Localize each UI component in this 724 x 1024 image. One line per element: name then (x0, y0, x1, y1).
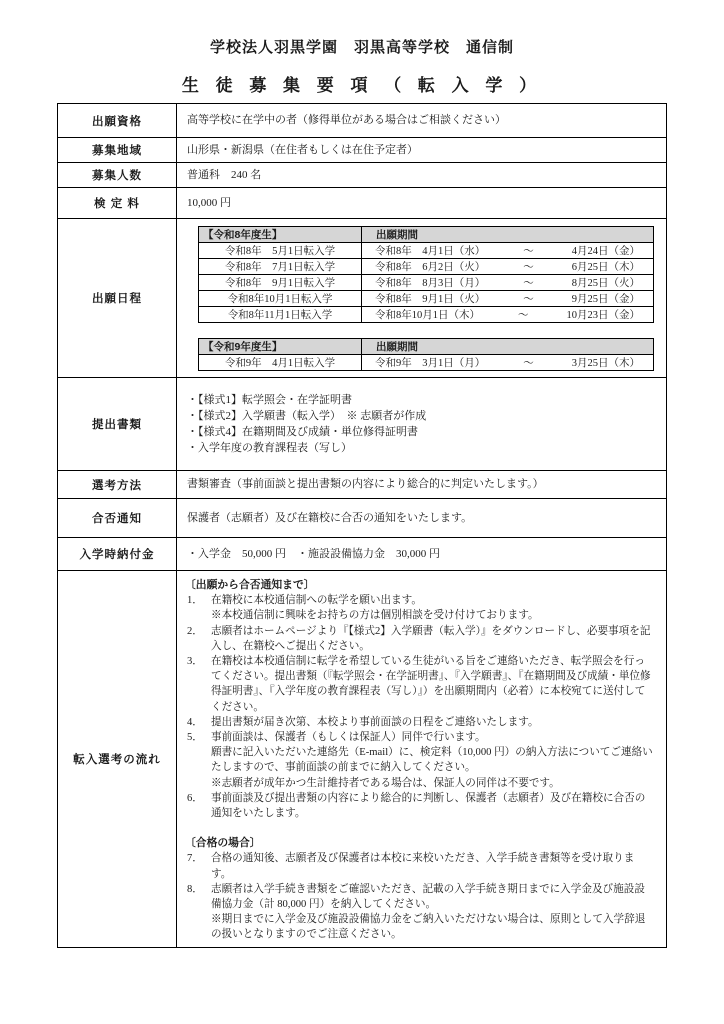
schedule-group-header: 【令和8年度生】 (199, 226, 362, 242)
period-tilde: ～ (523, 277, 534, 289)
qualification-value: 高等学校に在学中の者（修得単位がある場合はご相談ください） (177, 104, 667, 138)
schedule-row (199, 242, 654, 258)
step-text: 提出書類が届き次第、本校より事前面談の日程をご連絡いたします。 (211, 716, 539, 728)
step-text: 事前面談及び提出書類の内容により総合的に判断し、保護者（志願者）及び在籍校に合否の通知をいたします。 (211, 792, 646, 820)
period-end: 6月25日（木） (571, 261, 640, 273)
step-number: 1． (187, 595, 203, 607)
step-note: ※志願者が成年かつ生計維持者である場合は、保証人の同伴は不要です。 (211, 777, 560, 789)
document-item: ・【様式4】在籍期間及び成績・単位修得証明書 (187, 426, 418, 438)
notice-label: 合否通知 (58, 499, 177, 538)
entry-date: 令和8年10月1日転入学 (199, 290, 362, 306)
schedule-row (199, 274, 654, 290)
application-period (362, 307, 653, 322)
period-start: 令和8年 6月2日（火） (375, 261, 486, 273)
row-transfer-flow (58, 571, 667, 948)
schedule-cell (177, 219, 667, 378)
step-number: 7． (187, 853, 203, 865)
document-header (0, 0, 724, 96)
flow-step (185, 851, 654, 881)
flow-step (185, 593, 654, 623)
document-item: ・【様式2】入学願書（転入学） ※ 志願者が作成 (187, 410, 427, 422)
schedule-row (199, 306, 654, 322)
period-start: 令和9年 3月1日（月） (375, 357, 486, 369)
schedule-row (199, 354, 654, 370)
step-number: 4． (187, 716, 203, 728)
application-period (362, 243, 653, 258)
schedule-row (199, 290, 654, 306)
step-number: 5． (187, 732, 203, 744)
row-schedule (58, 219, 667, 378)
schedule-label: 出願日程 (58, 219, 177, 378)
schedule-period-header: 出願期間 (362, 338, 654, 354)
row-fee (58, 188, 667, 219)
schedule-period-header: 出願期間 (362, 226, 654, 242)
schedule-header-row (199, 226, 654, 242)
period-start: 令和8年 9月1日（火） (375, 293, 486, 305)
step-note: ※期日までに入学金及び施設設備協力金をご納入いただけない場合は、原則として入学辞退の扱いとなりますのでご注意ください。 (211, 914, 646, 941)
page-title: 生 徒 募 集 要 項 （ 転 入 学 ） (181, 76, 543, 95)
capacity-value: 普通科 240 名 (177, 163, 667, 188)
schedule-table-r9 (198, 338, 654, 371)
period-end: 3月25日（木） (571, 357, 640, 369)
row-notice (58, 499, 667, 538)
school-name-line: 学校法人羽黒学園 羽黒高等学校 通信制 (209, 39, 514, 56)
guidelines-table (57, 103, 667, 948)
flow-step (185, 715, 654, 730)
entry-date: 令和8年11月1日転入学 (199, 306, 362, 322)
entry-date: 令和8年 5月1日転入学 (199, 242, 362, 258)
flow-step (185, 624, 654, 654)
flow-section-heading: 〔合格の場合〕 (185, 837, 261, 850)
period-end: 10月23日（金） (566, 309, 640, 321)
flow-section-heading: 〔出願から合否通知まで〕 (185, 579, 315, 591)
row-payment (58, 538, 667, 571)
flow-section-accepted (185, 836, 654, 942)
flow-step (185, 882, 654, 943)
row-capacity (58, 163, 667, 188)
application-period (362, 291, 653, 306)
payment-value: ・入学金 50,000 円 ・施設設備協力金 30,000 円 (177, 538, 667, 571)
schedule-tables-gap (198, 323, 654, 338)
period-end: 4月24日（金） (571, 245, 640, 257)
period-start: 令和8年 8月3日（月） (375, 277, 486, 289)
period-end: 9月25日（金） (571, 293, 640, 305)
step-number: 3． (187, 656, 203, 668)
period-tilde: ～ (523, 261, 534, 273)
documents-list (177, 378, 667, 471)
capacity-label: 募集人数 (58, 163, 177, 188)
period-tilde: ～ (523, 357, 534, 369)
documents-label: 提出書類 (58, 378, 177, 471)
region-label: 募集地域 (58, 138, 177, 163)
step-note: 願書に記入いただいた連絡先（E-mail）に、検定料（10,000 円）の納入方法についてご連絡いたしますので、事前面談の前までに納入してください。 (211, 747, 653, 774)
period-tilde: ～ (523, 293, 534, 305)
flow-content (177, 571, 667, 948)
flow-step (185, 730, 654, 791)
period-tilde: ～ (518, 309, 529, 321)
fee-label: 検 定 料 (58, 188, 177, 219)
selection-value: 書類審査（事前面談と提出書類の内容により総合的に判定いたします。） (177, 471, 667, 499)
entry-date: 令和9年 4月1日転入学 (199, 354, 362, 370)
step-number: 6． (187, 792, 203, 804)
row-qualification (58, 104, 667, 138)
application-period (362, 259, 653, 274)
fee-value: 10,000 円 (177, 188, 667, 219)
period-end: 8月25日（火） (571, 277, 640, 289)
flow-step (185, 791, 654, 821)
application-period (362, 275, 653, 290)
region-value: 山形県・新潟県（在住者もしくは在住予定者） (177, 138, 667, 163)
flow-label: 転入選考の流れ (58, 571, 177, 948)
entry-date: 令和8年 7月1日転入学 (199, 258, 362, 274)
step-number: 8． (187, 883, 203, 895)
application-period (362, 355, 653, 370)
period-tilde: ～ (523, 245, 534, 257)
period-start: 令和8年10月1日（木） (375, 309, 480, 321)
notice-value: 保護者（志願者）及び在籍校に合否の通知をいたします。 (177, 499, 667, 538)
flow-step (185, 654, 654, 715)
step-text: 在籍校に本校通信制への転学を願い出ます。 (211, 595, 423, 607)
qualification-label: 出願資格 (58, 104, 177, 138)
period-start: 令和8年 4月1日（水） (375, 245, 486, 257)
schedule-table-r8 (198, 226, 654, 323)
document-item: ・【様式1】転学照会・在学証明書 (187, 394, 352, 406)
schedule-row (199, 258, 654, 274)
entry-date: 令和8年 9月1日転入学 (199, 274, 362, 290)
flow-section-application (185, 578, 654, 821)
step-text: 合格の通知後、志願者及び保護者は本校に来校いただき、入学手続き書類等を受け取ります。 (211, 853, 635, 880)
step-text: 事前面談は、保護者（もしくは保証人）同伴で行います。 (211, 732, 486, 744)
step-text: 志願者は入学手続き書類をご確認いただき、記載の入学手続き期日までに入学金及び施設設備協力金（計 80,000 円）を納入してください。 (211, 883, 645, 911)
selection-label: 選考方法 (58, 471, 177, 499)
step-text: 志願者はホームページより『【様式2】入学願書（転入学）』をダウンロードし、必要事項を記入し、在籍校へご提出ください。 (211, 625, 651, 652)
schedule-group-header: 【令和9年度生】 (199, 338, 362, 354)
step-number: 2． (187, 625, 203, 637)
payment-label: 入学時納付金 (58, 538, 177, 571)
schedule-header-row (199, 338, 654, 354)
row-region (58, 138, 667, 163)
step-note: ※本校通信制に興味をお持ちの方は個別相談を受け付けております。 (211, 610, 539, 622)
row-documents (58, 378, 667, 471)
step-text: 在籍校は本校通信制に転学を希望している生徒がいる旨をご連絡いただき、転学照会を行ってください。提出書類（『転学照会・在学証明書』、『入学願書』、『在籍期間及び成績・単位修得証明書』、『入学年度の教育課程表（写し）』）を出願期間内（必着）に本校宛てに送付してください。 (211, 656, 651, 713)
row-selection (58, 471, 667, 499)
document-item: ・入学年度の教育課程表（写し） (187, 442, 352, 454)
